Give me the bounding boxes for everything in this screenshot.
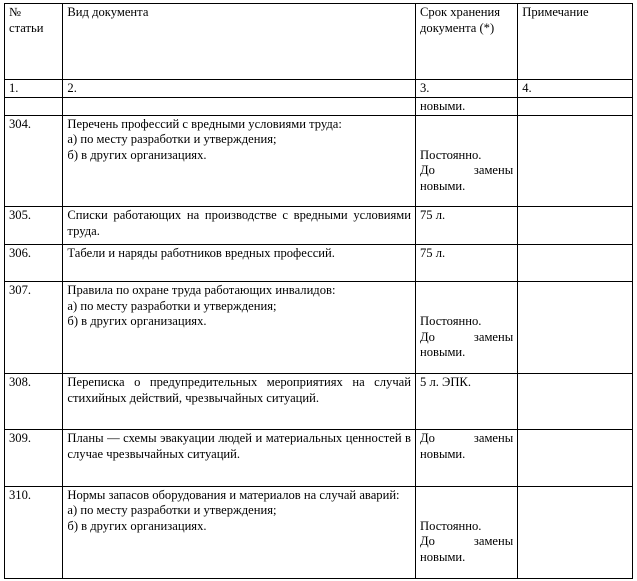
article-number: 308. [5,374,63,430]
note-cell [518,486,633,578]
term-a: Постоянно. [420,314,482,329]
article-number: 305. [5,207,63,244]
table-row [5,244,633,281]
table-cell [63,97,416,115]
article-number: 307. [5,282,63,374]
term-b-cont: новыми. [420,549,466,564]
subitem-a: а) по месту разработки и утверждения; [67,132,277,147]
column-number-cell: 2. [63,79,416,97]
table-row [5,115,633,206]
table-header-row [5,4,633,80]
note-cell [518,244,633,281]
note-cell [518,115,633,206]
note-cell [518,207,633,244]
term-a: Постоянно. [420,518,482,533]
document-kind-cell: Списки работающих на производстве с вредными условиями труда. [63,207,416,244]
note-cell [518,374,633,430]
term-b: До замены [420,534,514,549]
header-article-number: № статьи [5,4,63,80]
table-row [5,486,633,578]
subitem-b: б) в других организациях. [67,518,207,533]
note-cell [518,97,633,115]
retention-term-cell: новыми. [416,97,518,115]
header-retention-term: Срок хранения документа (*) [416,4,518,80]
subitem-a: а) по месту разработки и утверждения; [67,503,277,518]
table-cell [5,97,63,115]
table-row [5,430,633,487]
column-number-cell: 3. [416,79,518,97]
term-b: До замены [420,163,514,178]
term-b: До замены [420,431,514,445]
table-row [5,282,633,374]
document-title: Нормы запасов оборудования и материалов на случай аварий: [67,487,400,502]
document-kind-cell [63,486,416,578]
subitem-a: а) по месту разработки и утверждения; [67,298,277,313]
term-b-cont: новыми. [420,178,466,193]
table-row [5,374,633,430]
column-number-cell: 4. [518,79,633,97]
note-cell [518,430,633,487]
table-row [5,207,633,244]
article-number: 306. [5,244,63,281]
term-b-cont: новыми. [420,345,466,360]
header-note: Примечание [518,4,633,80]
retention-term-cell [416,486,518,578]
retention-term-cell [416,282,518,374]
retention-term-cell: 75 л. [416,207,518,244]
document-kind-cell [63,282,416,374]
header-document-kind: Вид документа [63,4,416,80]
retention-term-cell [416,115,518,206]
document-title: Перечень профессий с вредными условиями труда: [67,116,342,131]
column-number-cell: 1. [5,79,63,97]
document-kind-cell: Табели и наряды работников вредных профессий. [63,244,416,281]
document-kind-cell: Планы — схемы эвакуации людей и материальных ценностей в случае чрезвычайных ситуаций. [63,430,416,487]
article-number: 309. [5,430,63,487]
document-kind-cell [63,115,416,206]
article-number: 304. [5,115,63,206]
column-number-row [5,79,633,97]
retention-schedule-table [4,3,633,579]
retention-term-cell: 5 л. ЭПК. [416,374,518,430]
subitem-b: б) в других организациях. [67,314,207,329]
document-title: Правила по охране труда работающих инвалидов: [67,283,336,298]
retention-term-cell [416,430,518,487]
article-number: 310. [5,486,63,578]
document-kind-cell: Переписка о предупредительных мероприятиях на случай стихийных действий, чрезвычайных ситуаций. [63,374,416,430]
term-b-cont: новыми. [420,446,466,461]
term-a: Постоянно. [420,147,482,162]
subitem-b: б) в других организациях. [67,147,207,162]
retention-term-cell: 75 л. [416,244,518,281]
note-cell [518,282,633,374]
continuation-row [5,97,633,115]
term-b: До замены [420,329,514,344]
